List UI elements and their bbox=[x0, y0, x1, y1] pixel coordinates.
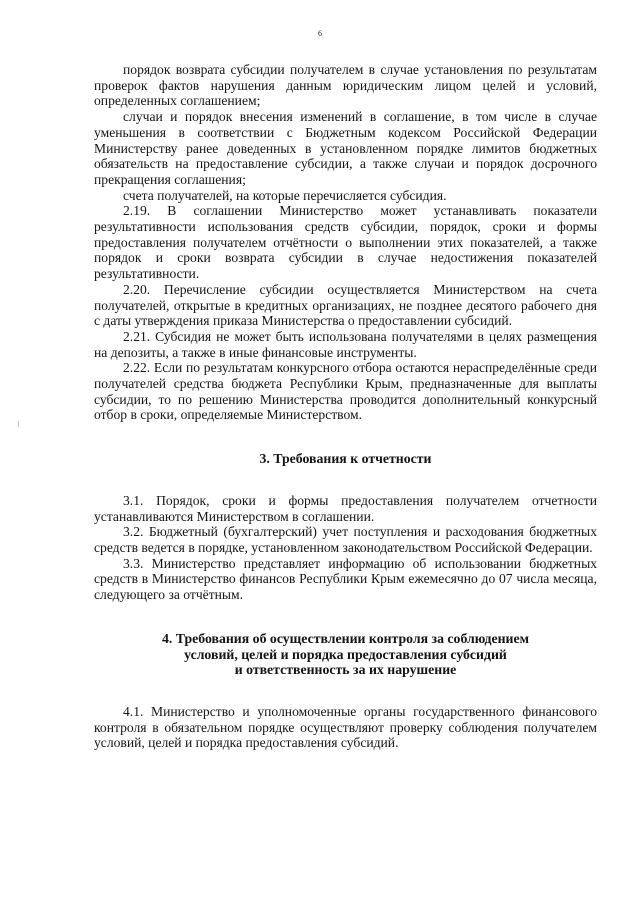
section-4-heading-line-2: условий, целей и порядка предоставления субсидий bbox=[184, 646, 507, 662]
paragraph-3-3: 3.3. Министерство представляет информацию об использовании бюджетных средств в Министерство финансов Республики Крым ежемесячно до 07 числа месяца, следующего за отчётным. bbox=[94, 555, 597, 603]
paragraph-3-1: 3.1. Порядок, сроки и формы предоставления получателем отчетности устанавливаются Министерством в соглашении. bbox=[94, 492, 597, 524]
paragraph-amendment-cases: случаи и порядок внесения изменений в соглашение, в том числе в случае уменьшения в соответствии с Бюджетным кодексом Российской Федерации Министерству ранее доведенных в установленном порядке лимитов бюджетных обязательств на предоставление субсидии, а также случаи и порядок досрочного прекращения соглашения; bbox=[94, 109, 597, 187]
paragraph-2-21: 2.21. Субсидия не может быть использована получателями в целях размещения на депозиты, а также в иные финансовые инструменты. bbox=[94, 328, 597, 360]
section-3-heading: 3. Требования к отчетности bbox=[259, 451, 432, 467]
paragraph-return-procedure: порядок возврата субсидии получателем в случае установления по результатам проверок фактов нарушения данным юридическим лицом целей и условий, определенных соглашением; bbox=[94, 62, 597, 109]
scan-margin-mark bbox=[18, 421, 19, 427]
section-4-heading-line-1: 4. Требования об осуществлении контроля за соблюдением bbox=[161, 630, 530, 646]
section-4-heading bbox=[94, 631, 597, 678]
paragraph-2-19: 2.19. В соглашении Министерство может устанавливать показатели результативности использования средств субсидии, порядок, сроки и формы предоставления получателем отчётности о выполнении этих показателей, а также порядок и сроки возврата субсидии в случае недостижения показателей результативности. bbox=[94, 203, 597, 282]
paragraph-4-1: 4.1. Министерство и уполномоченные органы государственного финансового контроля в обязательном порядке осуществляют проверку соблюдения получателем условий, целей и порядка предоставления субсидий. bbox=[94, 703, 597, 751]
paragraph-2-20: 2.20. Перечисление субсидии осуществляется Министерством на счета получателей, открытые в кредитных организациях, не позднее десятого рабочего дня с даты утверждения приказа Министерства о предоставлении субсидий. bbox=[94, 281, 597, 329]
paragraph-3-2: 3.2. Бюджетный (бухгалтерский) учет поступления и расходования бюджетных средств ведется в порядке, установленном законодательством Российской Федерации. bbox=[94, 524, 597, 555]
document-body bbox=[94, 62, 597, 751]
page-number: 6 bbox=[318, 29, 322, 38]
paragraph-2-22: 2.22. Если по результатам конкурсного отбора остаются нераспределённые среди получателей средства бюджета Республики Крым, предназначенные для выплаты субсидии, то по решению Министерства проводится дополнительный конкурсный отбор в сроки, определяемые Министерством. bbox=[94, 360, 597, 423]
section-4-heading-line-3: и ответственность за их нарушение bbox=[234, 662, 457, 678]
paragraph-recipient-accounts: счета получателей, на которые перечисляется субсидия. bbox=[123, 187, 447, 203]
